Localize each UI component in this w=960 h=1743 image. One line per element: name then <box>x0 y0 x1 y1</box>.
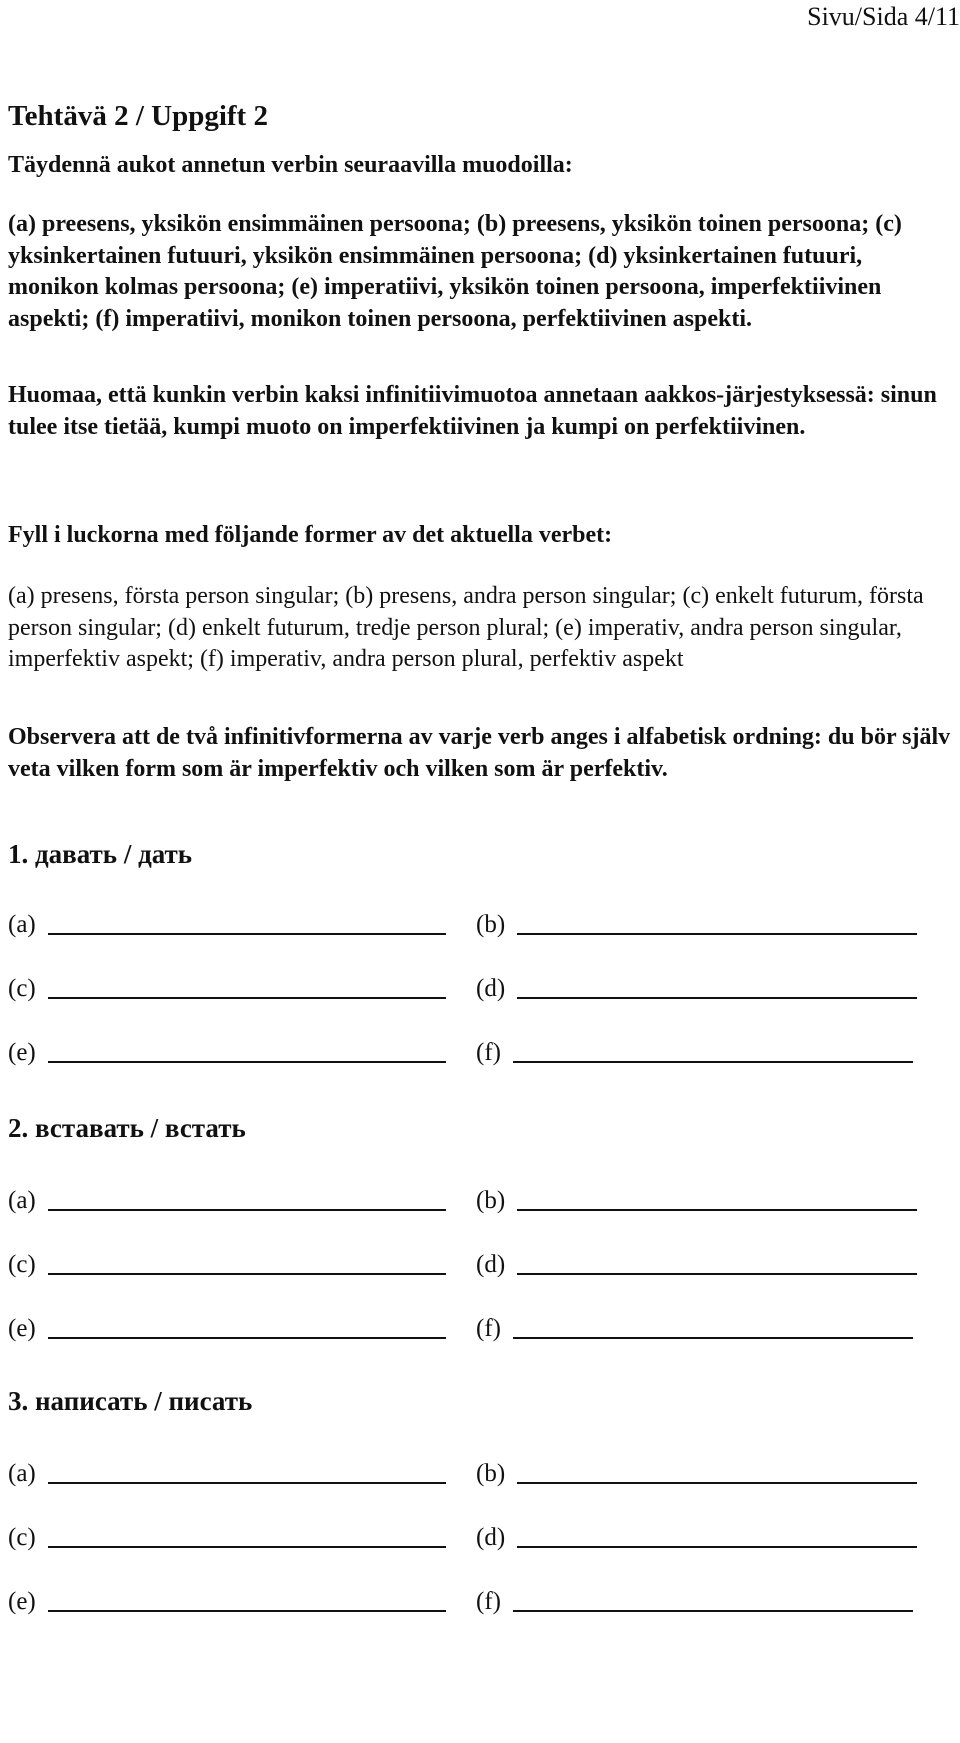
answer-row <box>8 1174 953 1238</box>
answer-c[interactable]: (c) <box>8 962 446 1002</box>
sv-intro: Fyll i luckorna med följande former av det aktuella verbet: <box>8 522 613 548</box>
answer-d[interactable]: (d) <box>476 1511 917 1551</box>
answer-d[interactable]: (d) <box>476 1238 917 1278</box>
answer-row <box>8 1026 953 1090</box>
answer-row <box>8 1447 953 1511</box>
answer-b[interactable]: (b) <box>476 1174 917 1214</box>
answer-a[interactable]: (a) <box>8 898 446 938</box>
sv-note: Observera att de två infinitivformerna av varje verb anges i alfabetisk ordning: du bör själv veta vilken form som är imperfektiv och vilken som är perfektiv. <box>8 724 951 782</box>
answer-a[interactable]: (a) <box>8 1447 446 1487</box>
sv-forms: (a) presens, första person singular; (b) presens, andra person singular; (c) enkelt futurum, första person singular; (d) enkelt futurum, tredje person plural; (e) imperativ, andra person singular, imperfektiv aspekt; (f) imperativ, andra person plural, perfektiv aspekt <box>8 583 924 672</box>
fi-note: Huomaa, että kunkin verbin kaksi infinitiivimuotoa annetaan aakkos-järjestyksessä: sinun tulee itse tietää, kumpi muoto on imperfektiivinen ja kumpi on perfektiivinen. <box>8 382 937 440</box>
exercise-2 <box>8 1112 953 1366</box>
answer-c[interactable]: (c) <box>8 1511 446 1551</box>
answer-b[interactable]: (b) <box>476 1447 917 1487</box>
answer-row <box>8 1511 953 1575</box>
page-number: Sivu/Sida 4/11 <box>807 2 960 31</box>
task-title: Tehtävä 2 / Uppgift 2 <box>8 100 268 132</box>
answer-row <box>8 898 953 962</box>
answer-e[interactable]: (e) <box>8 1026 446 1066</box>
exercise-3 <box>8 1385 953 1625</box>
answer-e[interactable]: (e) <box>8 1302 446 1342</box>
exercise-1 <box>8 838 953 1090</box>
fi-intro: Täydennä aukot annetun verbin seuraavilla muodoilla: <box>8 152 573 178</box>
exercise-heading: 1. давать / дать <box>8 839 193 869</box>
answer-f[interactable]: (f) <box>476 1575 913 1615</box>
answer-row <box>8 1575 953 1625</box>
answer-row <box>8 1302 953 1366</box>
answer-c[interactable]: (c) <box>8 1238 446 1278</box>
answer-b[interactable]: (b) <box>476 898 917 938</box>
answer-d[interactable]: (d) <box>476 962 917 1002</box>
fi-forms: (a) preesens, yksikön ensimmäinen persoona; (b) preesens, yksikön toinen persoona; (c) yksinkertainen futuuri, yksikön ensimmäinen persoona; (d) yksinkertainen futuuri, monikon kolmas persoona; (e) imperatiivi, yksikön toinen persoona, imperfektiivinen aspekti; (f) imperatiivi, monikon toinen persoona, perfektiivinen aspekti. <box>8 211 902 332</box>
answer-a[interactable]: (a) <box>8 1174 446 1214</box>
exercise-heading: 2. вставать / встать <box>8 1113 246 1143</box>
answer-row <box>8 962 953 1026</box>
answer-f[interactable]: (f) <box>476 1026 913 1066</box>
answer-e[interactable]: (e) <box>8 1575 446 1615</box>
exercise-heading: 3. написать / писать <box>8 1386 253 1416</box>
answer-f[interactable]: (f) <box>476 1302 913 1342</box>
answer-row <box>8 1238 953 1302</box>
